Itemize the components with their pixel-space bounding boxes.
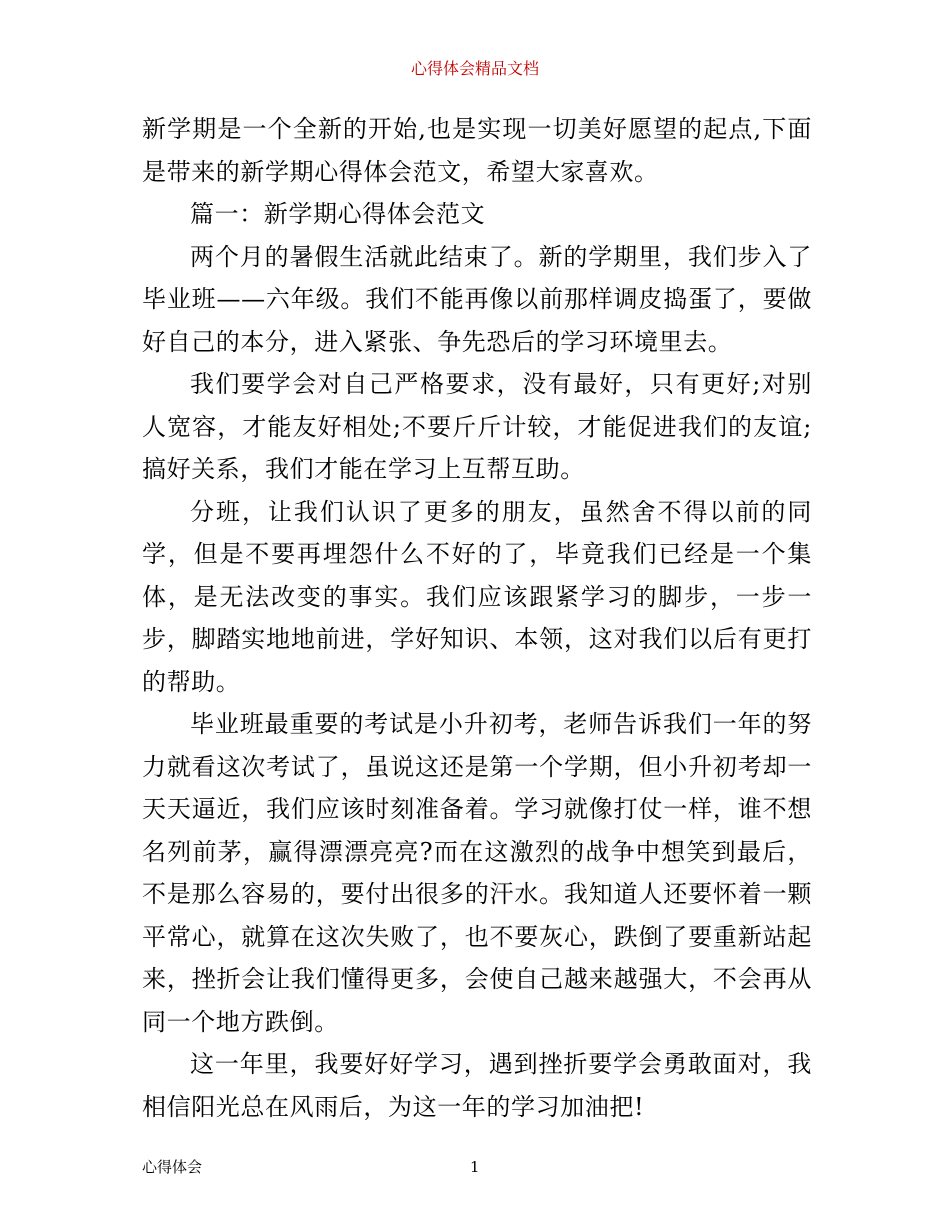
closing-paragraph: 这一年里，我要好好学习，遇到挫折要学会勇敢面对，我相信阳光总在风雨后，为这一年的学习加油把! [142,1050,812,1121]
body-paragraph: 两个月的暑假生活就此结束了。新的学期里，我们步入了毕业班——六年级。我们不能再像以前那样调皮捣蛋了，要做好自己的本分，进入紧张、争先恐后的学习环境里去。 [142,242,812,356]
document-body [142,108,812,1128]
page-header-title: 心得体会精品文档 [410,59,539,78]
intro-paragraph: 新学期是一个全新的开始,也是实现一切美好愿望的起点,下面是带来的新学期心得体会范文，希望大家喜欢。 [142,115,812,186]
section-heading: 篇一：新学期心得体会范文 [190,200,486,228]
body-paragraph: 毕业班最重要的考试是小升初考，老师告诉我们一年的努力就看这次考试了，虽说这还是第一个学期，但小升初考却一天天逼近，我们应该时刻准备着。学习就像打仗一样，谁不想名列前茅，赢得漂漂亮亮?而在这激烈的战争中想笑到最后，不是那么容易的，要付出很多的汗水。我知道人还要怀着一颗平常心，就算在这次失败了，也不要灰心，跌倒了要重新站起来，挫折会让我们懂得更多，会使自己越来越强大，不会再从同一个地方跌倒。 [142,710,812,1036]
page-number: 1 [470,1158,480,1176]
footer-label: 心得体会 [142,1158,203,1176]
body-paragraph: 我们要学会对自己严格要求，没有最好，只有更好;对别人宽容，才能友好相处;不要斤斤计较，才能促进我们的友谊;搞好关系，我们才能在学习上互帮互助。 [142,370,812,483]
body-paragraph: 分班，让我们认识了更多的朋友，虽然舍不得以前的同学，但是不要再埋怨什么不好的了，毕竟我们已经是一个集体，是无法改变的事实。我们应该跟紧学习的脚步，一步一步，脚踏实地地前进，学好知识、本领，这对我们以后有更打的帮助。 [142,497,812,696]
